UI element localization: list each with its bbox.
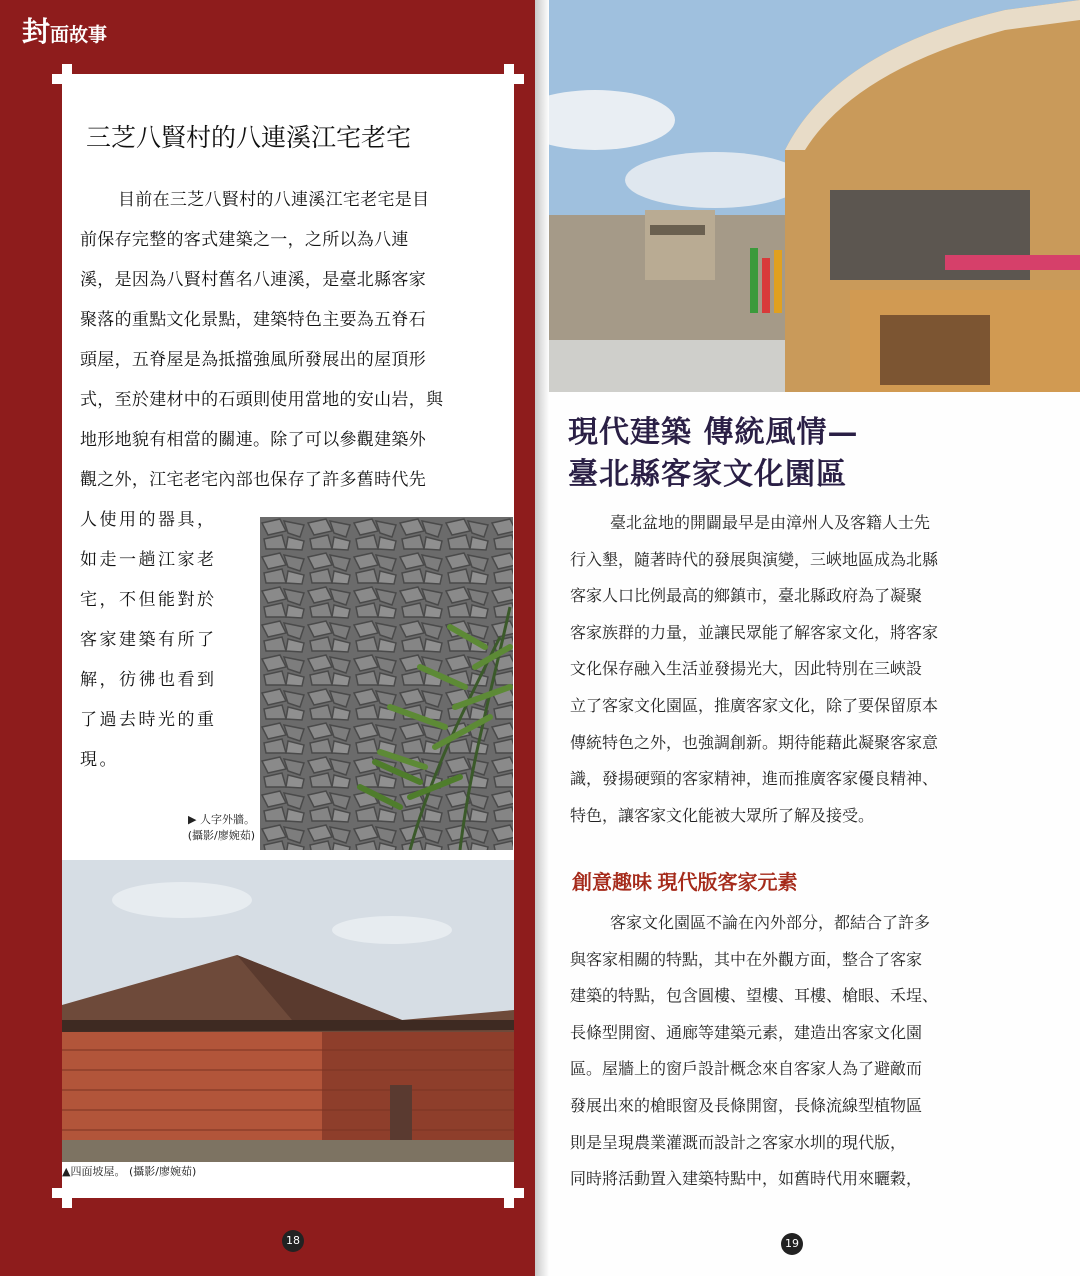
text-line: 客家文化園區不論在內外部分，都結合了許多 [610,913,931,932]
text-line: 與客家相關的特點，其中在外觀方面，整合了客家 [570,949,923,969]
corner-deco [52,74,62,84]
brick-house-photo [62,860,514,1162]
corner-deco [504,1198,514,1208]
text-line: 則是呈現農業灌溉而設計之客家水圳的現代版， [570,1132,907,1152]
text-line: 立了客家文化園區，推廣客家文化，除了要保留原本 [570,695,939,715]
main-title-line: 臺北縣客家文化園區 [568,457,847,492]
text-line: 地形地貌有相當的關連。除了可以參觀建築外 [80,430,426,450]
text-line: 現。 [80,750,119,770]
corner-deco [504,64,514,74]
text-line: 了過去時光的重 [80,710,217,730]
text-line: 特色，讓客家文化能被大眾所了解及接受。 [570,805,875,825]
stone-wall-photo [260,517,513,850]
text-line: 長條型開窗、通廊等建築元素，建造出客家文化園 [570,1022,923,1042]
text-line: 同時將活動置入建築特點中，如舊時代用來曬穀， [570,1169,923,1189]
text-line: 客家人口比例最高的鄉鎮市，臺北縣政府為了凝聚 [570,586,923,606]
text-line: 解，彷彿也看到 [80,670,217,690]
text-line: 文化保存融入生活並發揚光大，因此特別在三峽設 [570,659,923,679]
text-line: 傳統特色之外，也強調創新。期待能藉此凝聚客家意 [570,732,939,752]
intro-paragraph [570,505,1050,834]
text-line: 溪，是因為八賢村舊名八連溪，是臺北縣客家 [80,270,426,290]
main-title [568,412,1068,496]
text-line: 聚落的重點文化景點，建築特色主要為五脊石 [80,310,426,330]
header-small-text: 面故事 [50,24,108,46]
text-line: 建築的特點，包含圓樓、望樓、耳樓、槍眼、禾埕、 [570,986,939,1006]
text-line: 式，至於建材中的石頭則使用當地的安山岩，與 [80,390,444,410]
wall-caption-credit: (攝影/廖婉茹) [187,829,255,842]
header-big-char: 封 [22,15,51,48]
corner-deco [514,1188,524,1198]
text-line: 發展出來的槍眼窗及長條開窗，長條流線型植物區 [570,1095,923,1115]
main-title-line: 現代建築 傳統風情— [568,415,859,450]
hakka-cultural-park-photo [535,0,1080,392]
page-number-right: 19 [781,1233,803,1255]
text-line: 客家族群的力量，並讓民眾能了解客家文化，將客家 [570,622,939,642]
sub-title: 創意趣味 現代版客家元素 [572,872,798,894]
text-line: 臺北盆地的開闢最早是由漳州人及客籍人士先 [610,513,931,532]
text-line: 識，發揚硬頸的客家精神，進而推廣客家優良精神、 [570,769,939,789]
corner-deco [514,74,524,84]
corner-deco [62,64,72,74]
text-line: 宅，不但能對於 [80,590,217,610]
text-line: 人使用的器具， [80,510,217,530]
section-title: 三芝八賢村的八連溪江宅老宅 [86,124,412,152]
text-line: 如走一趟江家老 [80,550,217,570]
wall-caption [150,812,255,844]
text-line: 前保存完整的客式建築之一，之所以為八連 [80,230,409,250]
house-caption: ▲四面坡屋。 (攝影/廖婉茹) [62,1165,197,1178]
elements-paragraph [570,905,1050,1198]
page-number-left: 18 [282,1230,304,1252]
text-line: 觀之外，江宅老宅內部也保存了許多舊時代先 [80,470,426,490]
corner-deco [52,1188,62,1198]
wall-caption-title: ▶ 人字外牆。 [188,813,255,826]
corner-deco [62,1198,72,1208]
page-gutter [535,0,549,1276]
text-line: 頭屋，五脊屋是為抵擋強風所發展出的屋頂形 [80,350,426,370]
text-line: 客家建築有所了 [80,630,217,650]
text-line: 行入墾，隨著時代的發展與演變，三峽地區成為北縣 [570,549,939,569]
section-header [22,10,107,50]
corner-deco [52,86,58,92]
text-line: 區。屋牆上的窗戶設計概念來自客家人為了避敵而 [570,1059,923,1079]
text-line: 目前在三芝八賢村的八連溪江宅老宅是目 [118,190,430,210]
